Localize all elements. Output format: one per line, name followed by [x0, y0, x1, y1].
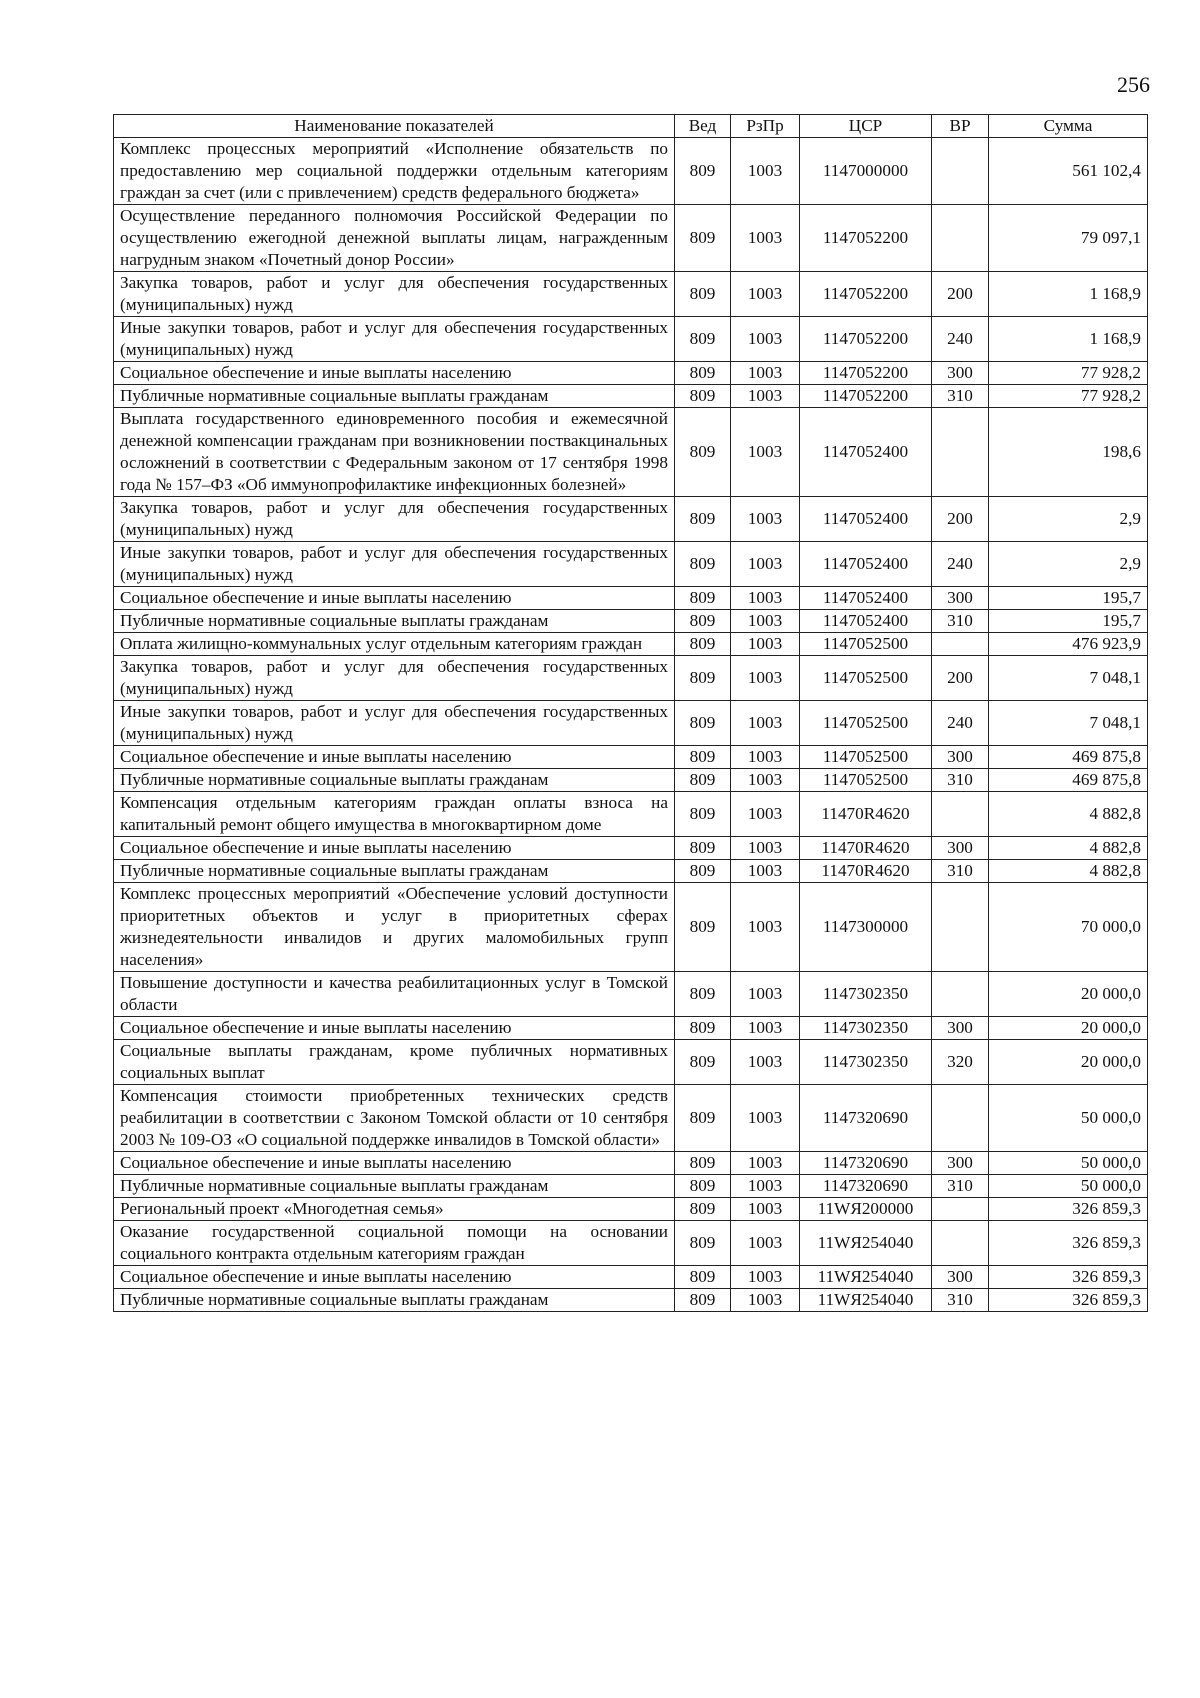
cell-rzpr: 1003	[731, 1152, 800, 1175]
cell-sum: 20 000,0	[989, 972, 1148, 1017]
cell-sum: 4 882,8	[989, 792, 1148, 837]
cell-rzpr: 1003	[731, 837, 800, 860]
cell-vr: 310	[932, 1175, 989, 1198]
cell-csr: 1147300000	[800, 883, 932, 972]
cell-rzpr: 1003	[731, 362, 800, 385]
cell-name: Публичные нормативные социальные выплаты гражданам	[114, 860, 675, 883]
cell-vr	[932, 1198, 989, 1221]
cell-name: Иные закупки товаров, работ и услуг для обеспечения государственных (муниципальных) нужд	[114, 317, 675, 362]
cell-ved: 809	[675, 610, 731, 633]
cell-csr: 11WЯ254040	[800, 1221, 932, 1266]
cell-name: Иные закупки товаров, работ и услуг для обеспечения государственных (муниципальных) нужд	[114, 701, 675, 746]
table-row	[114, 138, 1148, 205]
cell-rzpr: 1003	[731, 497, 800, 542]
cell-sum: 469 875,8	[989, 746, 1148, 769]
table-row	[114, 1152, 1148, 1175]
cell-ved: 809	[675, 1198, 731, 1221]
cell-rzpr: 1003	[731, 1289, 800, 1312]
cell-rzpr: 1003	[731, 1266, 800, 1289]
cell-vr: 310	[932, 769, 989, 792]
cell-sum: 4 882,8	[989, 837, 1148, 860]
cell-rzpr: 1003	[731, 610, 800, 633]
cell-vr: 320	[932, 1040, 989, 1085]
cell-vr	[932, 883, 989, 972]
cell-csr: 11470R4620	[800, 860, 932, 883]
cell-csr: 1147320690	[800, 1152, 932, 1175]
budget-table	[113, 114, 1148, 1312]
cell-csr: 1147052200	[800, 205, 932, 272]
cell-rzpr: 1003	[731, 1198, 800, 1221]
cell-csr: 1147052400	[800, 497, 932, 542]
cell-csr: 1147052400	[800, 542, 932, 587]
cell-rzpr: 1003	[731, 972, 800, 1017]
cell-vr: 310	[932, 610, 989, 633]
header-csr: ЦСР	[800, 115, 932, 138]
cell-vr: 200	[932, 272, 989, 317]
cell-vr: 310	[932, 1289, 989, 1312]
cell-name: Социальные выплаты гражданам, кроме публичных нормативных социальных выплат	[114, 1040, 675, 1085]
cell-name: Публичные нормативные социальные выплаты гражданам	[114, 610, 675, 633]
header-ved: Вед	[675, 115, 731, 138]
cell-vr: 200	[932, 497, 989, 542]
cell-name: Компенсация отдельным категориям граждан оплаты взноса на капитальный ремонт общего имущества в многоквартирном доме	[114, 792, 675, 837]
cell-rzpr: 1003	[731, 542, 800, 587]
cell-name: Социальное обеспечение и иные выплаты населению	[114, 1152, 675, 1175]
cell-csr: 1147000000	[800, 138, 932, 205]
cell-sum: 7 048,1	[989, 656, 1148, 701]
cell-name: Социальное обеспечение и иные выплаты населению	[114, 1266, 675, 1289]
cell-ved: 809	[675, 497, 731, 542]
cell-csr: 1147320690	[800, 1085, 932, 1152]
cell-ved: 809	[675, 1221, 731, 1266]
cell-vr	[932, 1085, 989, 1152]
cell-ved: 809	[675, 1175, 731, 1198]
cell-name: Закупка товаров, работ и услуг для обеспечения государственных (муниципальных) нужд	[114, 272, 675, 317]
cell-rzpr: 1003	[731, 408, 800, 497]
table-row	[114, 1221, 1148, 1266]
cell-csr: 1147052400	[800, 587, 932, 610]
cell-ved: 809	[675, 362, 731, 385]
cell-vr: 300	[932, 1266, 989, 1289]
cell-ved: 809	[675, 138, 731, 205]
cell-name: Повышение доступности и качества реабилитационных услуг в Томской области	[114, 972, 675, 1017]
cell-vr: 310	[932, 385, 989, 408]
cell-sum: 50 000,0	[989, 1085, 1148, 1152]
cell-csr: 11WЯ254040	[800, 1289, 932, 1312]
cell-vr: 300	[932, 1017, 989, 1040]
cell-name: Социальное обеспечение и иные выплаты населению	[114, 362, 675, 385]
header-rzpr: РзПр	[731, 115, 800, 138]
cell-name: Публичные нормативные социальные выплаты гражданам	[114, 385, 675, 408]
cell-ved: 809	[675, 972, 731, 1017]
cell-vr	[932, 138, 989, 205]
cell-rzpr: 1003	[731, 792, 800, 837]
cell-name: Оказание государственной социальной помощи на основании социального контракта отдельным категориям граждан	[114, 1221, 675, 1266]
cell-csr: 11WЯ254040	[800, 1266, 932, 1289]
table-row	[114, 587, 1148, 610]
cell-csr: 1147302350	[800, 972, 932, 1017]
cell-ved: 809	[675, 1266, 731, 1289]
table-row	[114, 317, 1148, 362]
cell-ved: 809	[675, 769, 731, 792]
cell-rzpr: 1003	[731, 769, 800, 792]
table-row	[114, 1175, 1148, 1198]
cell-csr: 1147052400	[800, 610, 932, 633]
cell-sum: 79 097,1	[989, 205, 1148, 272]
cell-vr: 240	[932, 701, 989, 746]
table-row	[114, 272, 1148, 317]
table-row	[114, 542, 1148, 587]
table-row	[114, 633, 1148, 656]
cell-csr: 11470R4620	[800, 792, 932, 837]
cell-ved: 809	[675, 656, 731, 701]
cell-vr: 300	[932, 837, 989, 860]
cell-ved: 809	[675, 883, 731, 972]
cell-name: Публичные нормативные социальные выплаты гражданам	[114, 1289, 675, 1312]
cell-ved: 809	[675, 587, 731, 610]
cell-ved: 809	[675, 317, 731, 362]
cell-sum: 4 882,8	[989, 860, 1148, 883]
cell-rzpr: 1003	[731, 1175, 800, 1198]
cell-sum: 2,9	[989, 497, 1148, 542]
cell-vr: 240	[932, 542, 989, 587]
table-row	[114, 497, 1148, 542]
cell-vr: 310	[932, 860, 989, 883]
table-row	[114, 1085, 1148, 1152]
table-row	[114, 837, 1148, 860]
cell-ved: 809	[675, 860, 731, 883]
cell-vr: 300	[932, 587, 989, 610]
cell-csr: 1147052500	[800, 769, 932, 792]
cell-vr	[932, 205, 989, 272]
cell-sum: 77 928,2	[989, 362, 1148, 385]
cell-csr: 1147052200	[800, 317, 932, 362]
cell-sum: 1 168,9	[989, 317, 1148, 362]
cell-ved: 809	[675, 542, 731, 587]
cell-csr: 1147052500	[800, 633, 932, 656]
table-row	[114, 205, 1148, 272]
cell-sum: 20 000,0	[989, 1017, 1148, 1040]
cell-ved: 809	[675, 408, 731, 497]
cell-name: Социальное обеспечение и иные выплаты населению	[114, 837, 675, 860]
cell-rzpr: 1003	[731, 138, 800, 205]
cell-sum: 469 875,8	[989, 769, 1148, 792]
cell-name: Публичные нормативные социальные выплаты гражданам	[114, 769, 675, 792]
table-header-row	[114, 115, 1148, 138]
cell-rzpr: 1003	[731, 587, 800, 610]
table-row	[114, 1017, 1148, 1040]
cell-sum: 1 168,9	[989, 272, 1148, 317]
table-row	[114, 746, 1148, 769]
cell-rzpr: 1003	[731, 272, 800, 317]
cell-name: Закупка товаров, работ и услуг для обеспечения государственных (муниципальных) нужд	[114, 656, 675, 701]
cell-name: Выплата государственного единовременного пособия и ежемесячной денежной компенсации гражданам при возникновении поствакцинальных осложнений в соответствии с Федеральным законом от 17 сентября 1998 года № 157–ФЗ «Об иммунопрофилактике инфекционных болезней»	[114, 408, 675, 497]
table-row	[114, 1198, 1148, 1221]
cell-ved: 809	[675, 1152, 731, 1175]
cell-rzpr: 1003	[731, 746, 800, 769]
cell-ved: 809	[675, 746, 731, 769]
cell-sum: 77 928,2	[989, 385, 1148, 408]
cell-name: Социальное обеспечение и иные выплаты населению	[114, 746, 675, 769]
header-vr: ВР	[932, 115, 989, 138]
cell-name: Комплекс процессных мероприятий «Исполнение обязательств по предоставлению мер социальной поддержки отдельным категориям граждан за счет (или с привлечением) средств федерального бюджета»	[114, 138, 675, 205]
cell-sum: 326 859,3	[989, 1198, 1148, 1221]
cell-ved: 809	[675, 792, 731, 837]
header-sum: Сумма	[989, 115, 1148, 138]
cell-name: Социальное обеспечение и иные выплаты населению	[114, 587, 675, 610]
cell-ved: 809	[675, 1289, 731, 1312]
cell-csr: 1147302350	[800, 1040, 932, 1085]
table-row	[114, 883, 1148, 972]
table-row	[114, 792, 1148, 837]
cell-csr: 1147302350	[800, 1017, 932, 1040]
cell-vr: 240	[932, 317, 989, 362]
cell-csr: 1147320690	[800, 1175, 932, 1198]
cell-csr: 1147052500	[800, 701, 932, 746]
cell-csr: 1147052200	[800, 272, 932, 317]
cell-vr	[932, 633, 989, 656]
table-row	[114, 362, 1148, 385]
cell-ved: 809	[675, 1085, 731, 1152]
cell-name: Иные закупки товаров, работ и услуг для обеспечения государственных (муниципальных) нужд	[114, 542, 675, 587]
cell-ved: 809	[675, 205, 731, 272]
table-row	[114, 610, 1148, 633]
cell-rzpr: 1003	[731, 883, 800, 972]
cell-rzpr: 1003	[731, 701, 800, 746]
cell-name: Комплекс процессных мероприятий «Обеспечение условий доступности приоритетных объектов и услуг в приоритетных сферах жизнедеятельности инвалидов и других маломобильных групп населения»	[114, 883, 675, 972]
cell-rzpr: 1003	[731, 1017, 800, 1040]
cell-name: Социальное обеспечение и иные выплаты населению	[114, 1017, 675, 1040]
cell-sum: 195,7	[989, 587, 1148, 610]
cell-sum: 50 000,0	[989, 1152, 1148, 1175]
cell-sum: 326 859,3	[989, 1266, 1148, 1289]
table-body	[114, 138, 1148, 1312]
cell-name: Публичные нормативные социальные выплаты гражданам	[114, 1175, 675, 1198]
cell-csr: 1147052200	[800, 385, 932, 408]
table-row	[114, 972, 1148, 1017]
cell-csr: 1147052200	[800, 362, 932, 385]
cell-csr: 11470R4620	[800, 837, 932, 860]
table-row	[114, 1289, 1148, 1312]
cell-csr: 1147052500	[800, 656, 932, 701]
cell-sum: 7 048,1	[989, 701, 1148, 746]
cell-ved: 809	[675, 1017, 731, 1040]
table-row	[114, 701, 1148, 746]
cell-csr: 11WЯ200000	[800, 1198, 932, 1221]
cell-sum: 20 000,0	[989, 1040, 1148, 1085]
cell-sum: 326 859,3	[989, 1289, 1148, 1312]
cell-sum: 326 859,3	[989, 1221, 1148, 1266]
cell-rzpr: 1003	[731, 317, 800, 362]
cell-rzpr: 1003	[731, 1221, 800, 1266]
cell-ved: 809	[675, 272, 731, 317]
cell-ved: 809	[675, 701, 731, 746]
cell-rzpr: 1003	[731, 860, 800, 883]
cell-rzpr: 1003	[731, 1040, 800, 1085]
cell-rzpr: 1003	[731, 633, 800, 656]
cell-name: Осуществление переданного полномочия Российской Федерации по осуществлению ежегодной денежной выплаты лицам, награжденным нагрудным знаком «Почетный донор России»	[114, 205, 675, 272]
cell-sum: 195,7	[989, 610, 1148, 633]
cell-csr: 1147052500	[800, 746, 932, 769]
cell-vr: 300	[932, 746, 989, 769]
cell-vr	[932, 972, 989, 1017]
cell-rzpr: 1003	[731, 656, 800, 701]
table-row	[114, 1266, 1148, 1289]
cell-rzpr: 1003	[731, 385, 800, 408]
cell-ved: 809	[675, 1040, 731, 1085]
cell-name: Компенсация стоимости приобретенных технических средств реабилитации в соответствии с Законом Томской области от 10 сентября 2003 № 109-ОЗ «О социальной поддержке инвалидов в Томской области»	[114, 1085, 675, 1152]
cell-ved: 809	[675, 385, 731, 408]
header-name: Наименование показателей	[114, 115, 675, 138]
cell-sum: 476 923,9	[989, 633, 1148, 656]
table-row	[114, 656, 1148, 701]
cell-csr: 1147052400	[800, 408, 932, 497]
page-number: 256	[1117, 72, 1150, 97]
cell-name: Оплата жилищно-коммунальных услуг отдельным категориям граждан	[114, 633, 675, 656]
cell-vr	[932, 408, 989, 497]
cell-sum: 561 102,4	[989, 138, 1148, 205]
cell-sum: 50 000,0	[989, 1175, 1148, 1198]
cell-ved: 809	[675, 837, 731, 860]
cell-rzpr: 1003	[731, 205, 800, 272]
table-row	[114, 385, 1148, 408]
cell-vr: 300	[932, 1152, 989, 1175]
cell-ved: 809	[675, 633, 731, 656]
table-row	[114, 1040, 1148, 1085]
cell-name: Закупка товаров, работ и услуг для обеспечения государственных (муниципальных) нужд	[114, 497, 675, 542]
cell-sum: 2,9	[989, 542, 1148, 587]
cell-sum: 198,6	[989, 408, 1148, 497]
cell-name: Региональный проект «Многодетная семья»	[114, 1198, 675, 1221]
cell-vr: 200	[932, 656, 989, 701]
table-row	[114, 860, 1148, 883]
cell-rzpr: 1003	[731, 1085, 800, 1152]
table-row	[114, 408, 1148, 497]
cell-vr	[932, 1221, 989, 1266]
cell-vr	[932, 792, 989, 837]
table-row	[114, 769, 1148, 792]
cell-sum: 70 000,0	[989, 883, 1148, 972]
cell-vr: 300	[932, 362, 989, 385]
